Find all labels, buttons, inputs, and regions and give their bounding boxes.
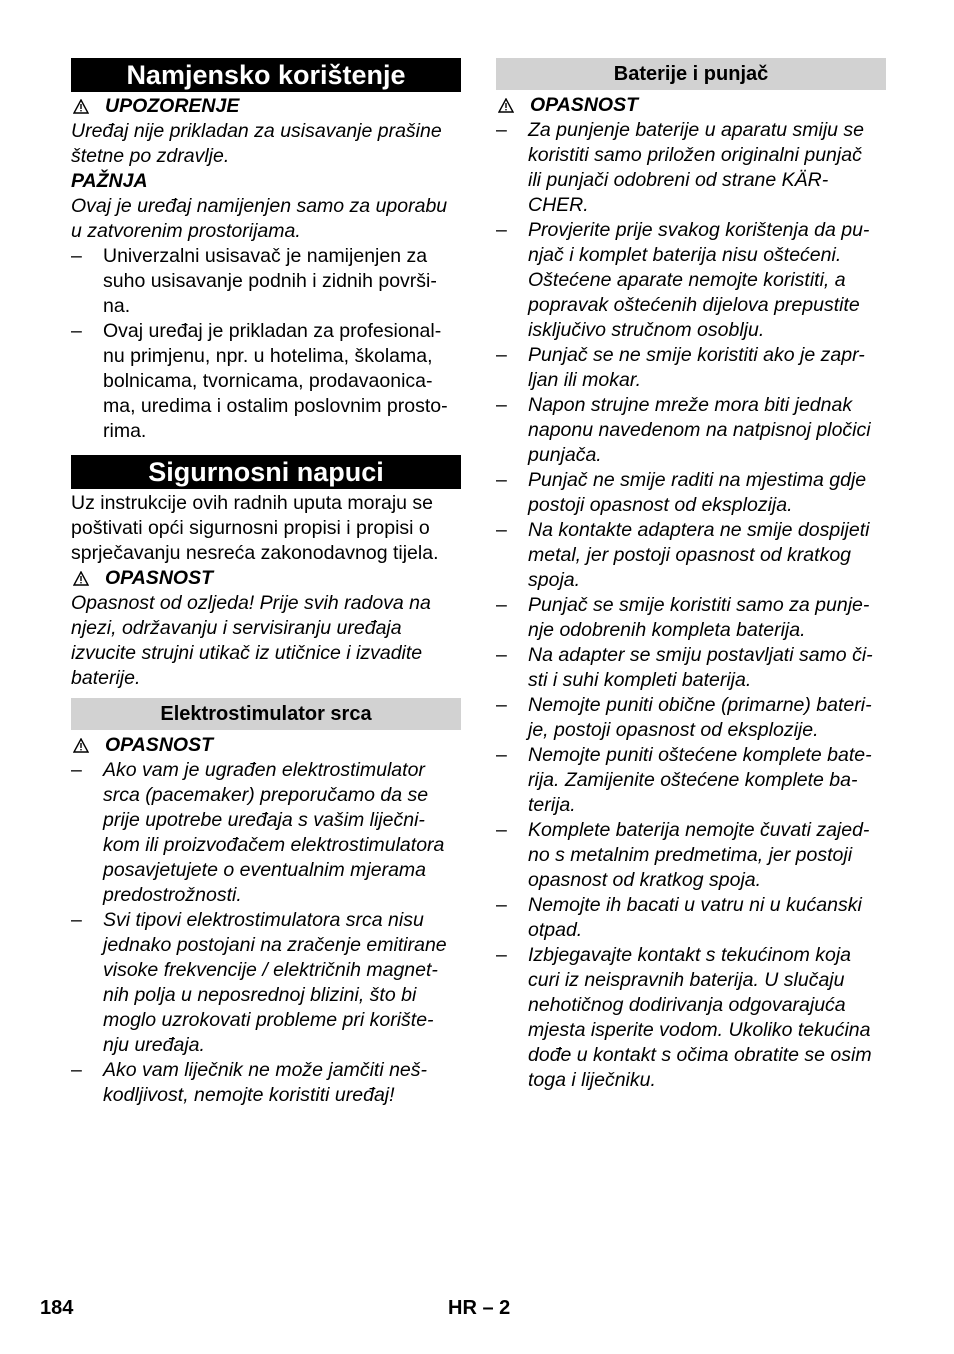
danger-opasnost-pacemaker <box>71 733 461 758</box>
danger-label: OPASNOST <box>105 734 213 756</box>
usage-list <box>71 244 461 444</box>
pacemaker-list <box>71 758 461 1108</box>
danger-label: OPASNOST <box>105 567 213 589</box>
section-ref: HR – 2 <box>448 1297 511 1319</box>
note-label: PAŽNJA <box>71 170 148 192</box>
list-item: – Nemojte puniti obične (primarne) bateri- je, postoji opasnost od eksplozije. <box>496 694 872 741</box>
list-dash: – <box>496 344 507 366</box>
list-dash: – <box>71 1059 82 1081</box>
list-dash: – <box>71 245 82 267</box>
list-dash: – <box>496 944 507 966</box>
list-item: – Svi tipovi elektrostimulatora srca nisu jednako postojani na zračenje emitirane visoke frekvencije / električnih magnet- nih polja u neposrednoj blizini, što bi moglo uzrokovati probleme pri korište- nju uređaja. <box>71 909 447 1056</box>
danger-text: Opasnost od ozljeda! Prije svih radova na njezi, održavanju i servisiranju uređaja izvucite strujni utikač iz utičnice i izvadite baterije. <box>71 592 431 689</box>
heading-baterije-i-punjac: Baterije i punjač <box>496 58 886 90</box>
safety-intro: Uz instrukcije ovih radnih uputa moraju se poštivati opći sigurnosni propisi i propisi o sprječavanju nesreća zakonodavnog tijela. <box>71 492 439 564</box>
page-number: 184 <box>40 1297 74 1319</box>
list-dash: – <box>71 320 82 342</box>
warning-label: UPOZORENJE <box>105 95 240 117</box>
list-item: – Punjač se ne smije koristiti ako je zapr- ljan ili mokar. <box>496 344 865 391</box>
warning-upozorenje <box>71 94 461 119</box>
danger-opasnost <box>71 566 461 591</box>
list-dash: – <box>496 694 507 716</box>
list-item: – Na adapter se smiju postavljati samo či- sti i suhi kompleti baterija. <box>496 644 873 691</box>
list-item: – Provjerite prije svakog korištenja da pu- njač i komplet baterija nisu oštećeni. Oštećene aparate nemojte koristiti, a popravak oštećenih dijelova prepustite isključivo stručnom osoblju. <box>496 219 870 341</box>
heading-elektrostimulator-srca: Elektrostimulator srca <box>71 698 461 730</box>
list-dash: – <box>496 744 507 766</box>
list-dash: – <box>496 394 507 416</box>
list-item: – Izbjegavajte kontakt s tekućinom koja curi iz neispravnih baterija. U slučaju nehotičnog dodirivanja odgovarajuća mjesta isperite vodom. Ukoliko tekućina dođe u kontakt s očima obratite se osim toga i liječniku. <box>496 944 872 1091</box>
list-item: – Na kontakte adaptera ne smije dospijeti metal, jer postoji opasnost od kratkog spoja. <box>496 519 870 591</box>
list-item: – Punjač ne smije raditi na mjestima gdje postoji opasnost od eksplozija. <box>496 469 867 516</box>
list-dash: – <box>496 219 507 241</box>
list-item: – Napon strujne mreže mora biti jednak naponu navedenom na natpisnoj pločici punjača. <box>496 394 871 466</box>
heading-namjensko-koristenje: Namjensko korištenje <box>71 58 461 92</box>
list-item: – Ovaj uređaj je prikladan za profesional- nu primjenu, npr. u hotelima, školama, bolnicama, tvornicama, prodavaonica- ma, uredima i ostalim poslovnim prosto- rima. <box>71 320 448 442</box>
list-dash: – <box>496 519 507 541</box>
danger-label: OPASNOST <box>530 94 638 116</box>
list-dash: – <box>496 644 507 666</box>
battery-list <box>496 118 886 1093</box>
list-dash: – <box>496 594 507 616</box>
list-item: – Punjač se smije koristiti samo za punje- nje odobrenih kompleta baterija. <box>496 594 870 641</box>
heading-sigurnosni-napuci: Sigurnosni napuci <box>71 455 461 489</box>
list-item: – Komplete baterija nemojte čuvati zajed- no s metalnim predmetima, jer postoji opasnost od kratkog spoja. <box>496 819 870 891</box>
list-item: – Ako vam je ugrađen elektrostimulator srca (pacemaker) preporučamo da se prije upotrebe uređaja s vašim liječni- kom ili proizvođačem elektrostimulatora posavjetujete o eventualnim mjerama predostrožnosti. <box>71 759 445 906</box>
warning-triangle-icon <box>73 738 89 753</box>
list-dash: – <box>71 759 82 781</box>
right-column <box>496 58 886 1093</box>
list-dash: – <box>496 894 507 916</box>
note-text: Ovaj je uređaj namijenjen samo za uporabu u zatvorenim prostorijama. <box>71 195 448 242</box>
list-item: – Ako vam liječnik ne može jamčiti neš- kodljivost, nemojte koristiti uređaj! <box>71 1059 428 1106</box>
warning-triangle-icon <box>498 98 514 113</box>
list-dash: – <box>71 909 82 931</box>
list-item: – Za punjenje baterije u aparatu smiju se koristiti samo priložen originalni punjač ili punjači odobreni od strane KÄR- CHER. <box>496 119 865 216</box>
warning-triangle-icon <box>73 99 89 114</box>
list-dash: – <box>496 469 507 491</box>
list-dash: – <box>496 119 507 141</box>
list-item: – Nemojte puniti oštećene komplete bate- rija. Zamijenite oštećene komplete ba- terija. <box>496 744 872 816</box>
list-item: – Univerzalni usisavač je namijenjen za suho usisavanje podnih i zidnih površi- na. <box>71 245 437 317</box>
danger-opasnost-battery <box>496 93 886 118</box>
list-dash: – <box>496 819 507 841</box>
warning-triangle-icon <box>73 571 89 586</box>
list-item: – Nemojte ih bacati u vatru ni u kućanski otpad. <box>496 894 862 941</box>
left-column <box>71 58 461 1108</box>
warning-text: Uređaj nije prikladan za usisavanje prašine štetne po zdravlje. <box>71 120 442 167</box>
